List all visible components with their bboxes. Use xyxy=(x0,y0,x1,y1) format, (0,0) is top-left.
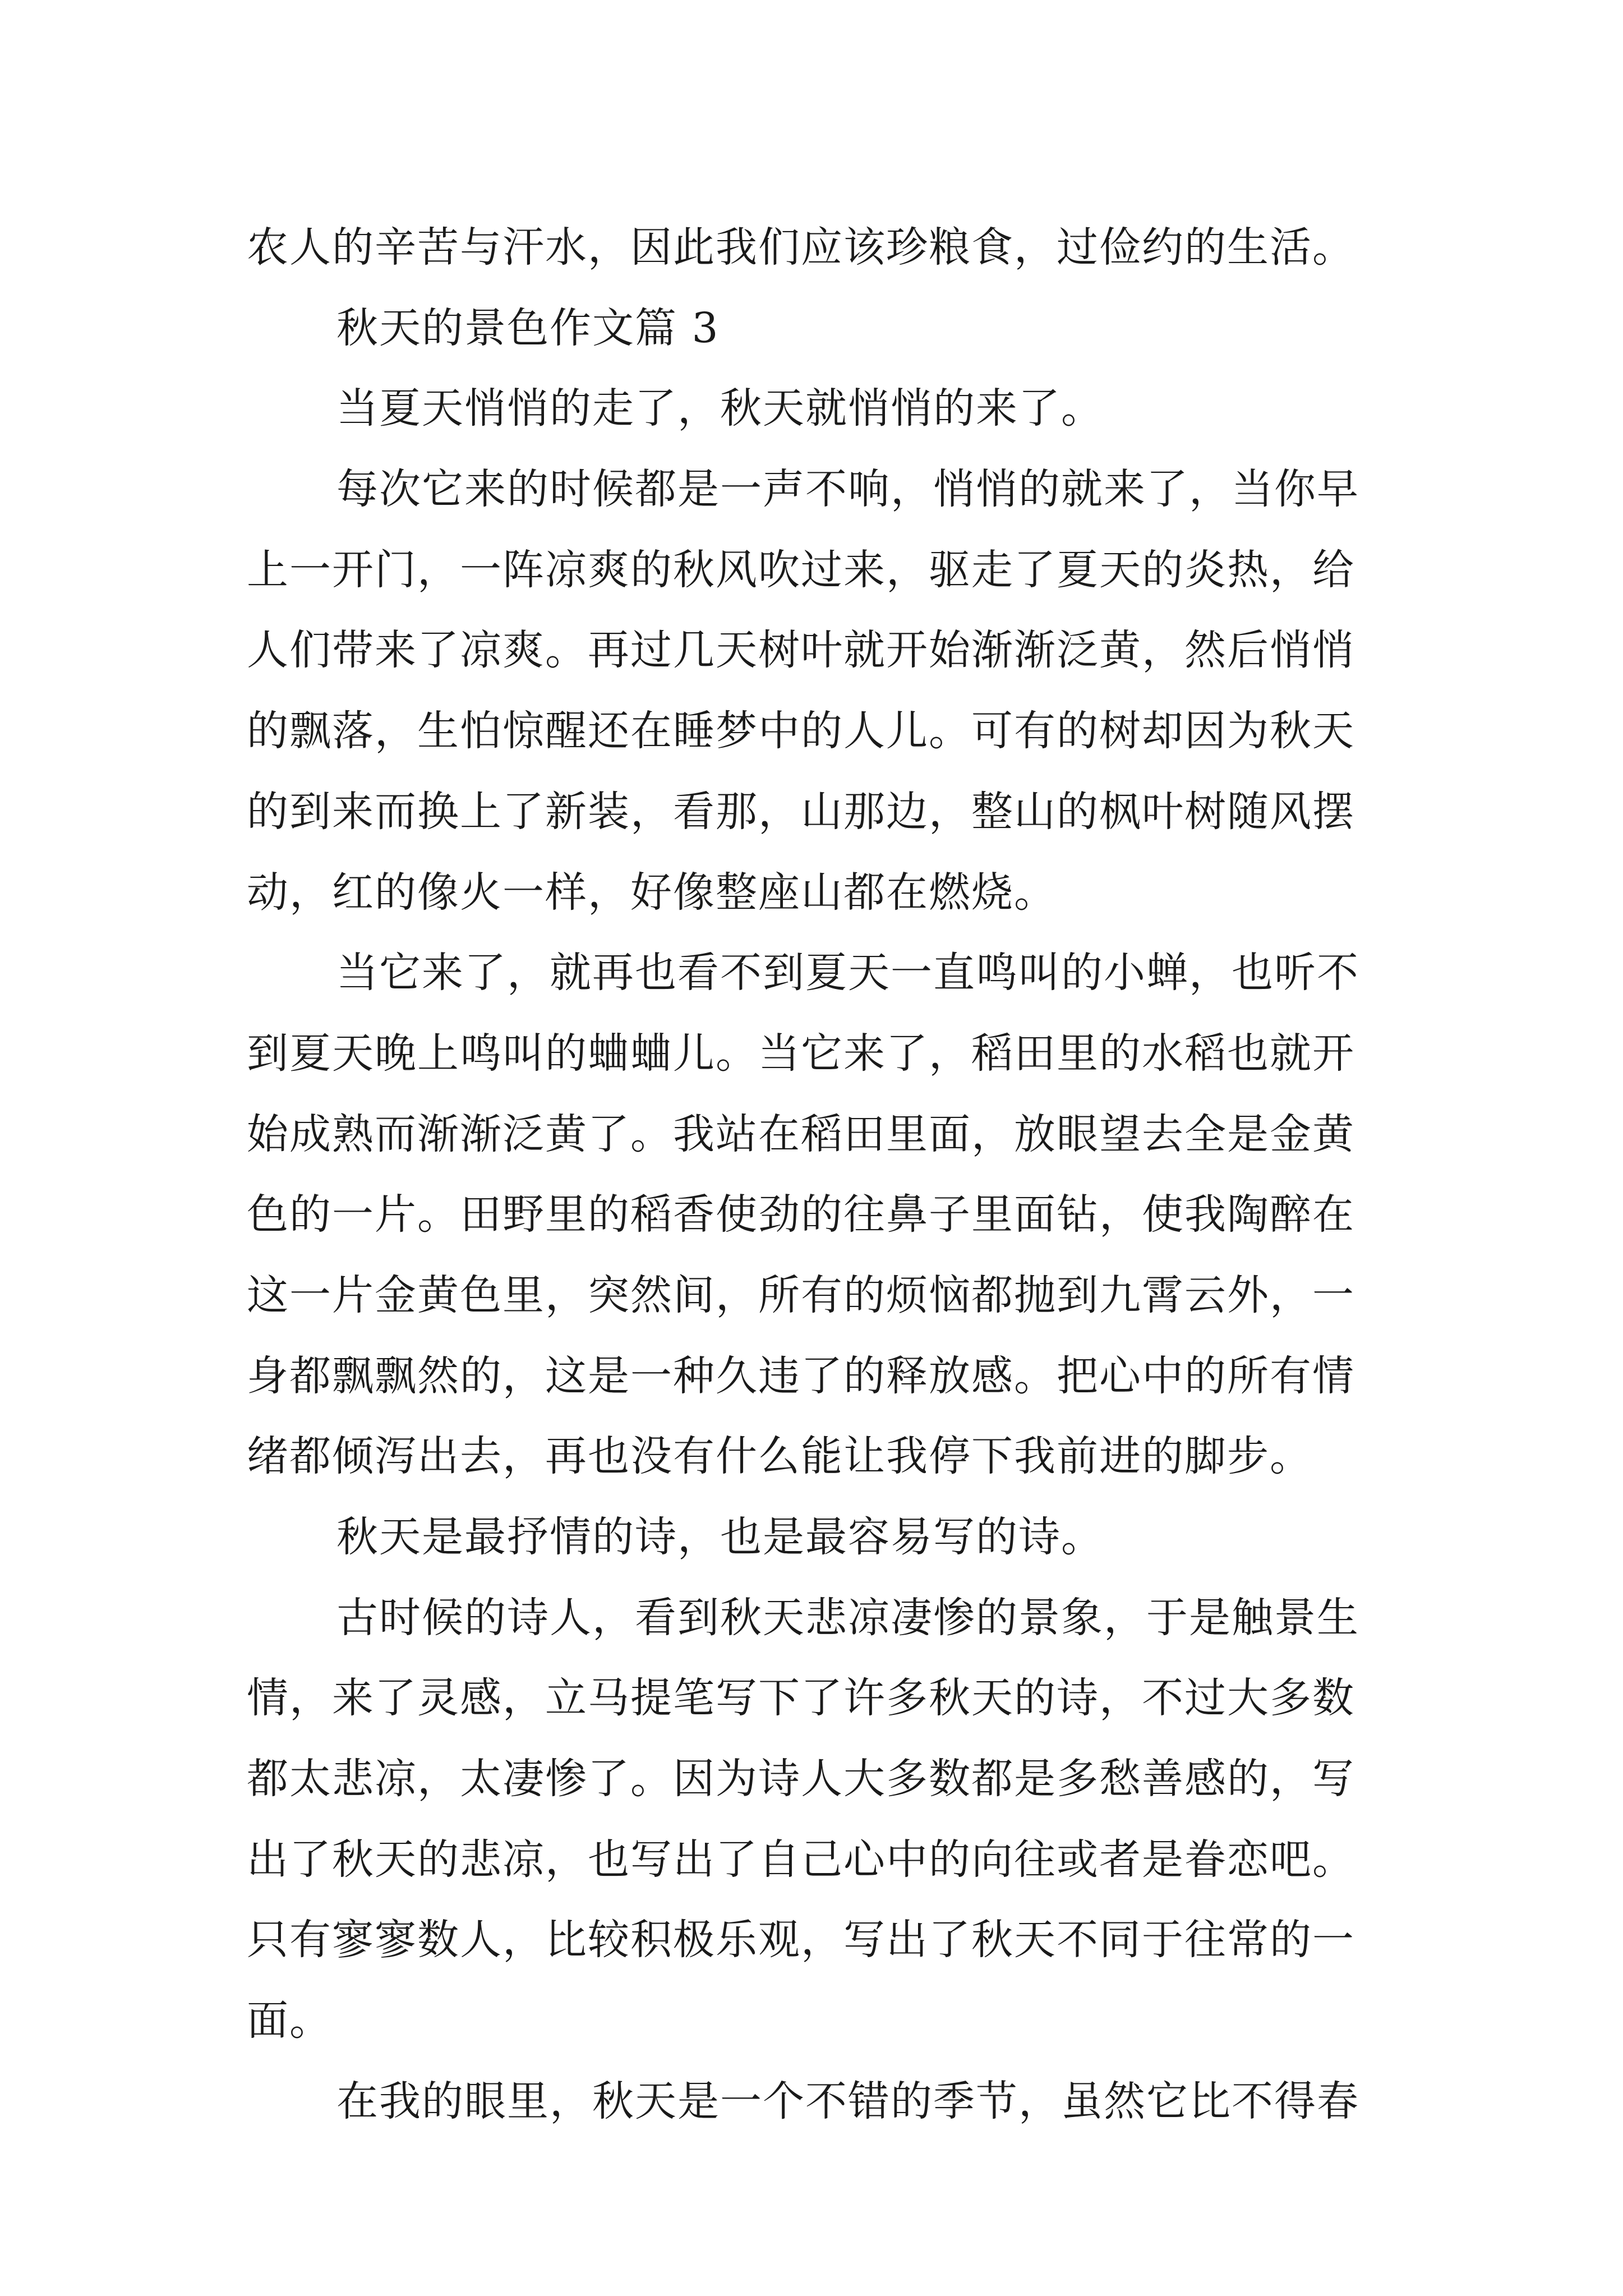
text-line: 这一片金黄色里，突然间，所有的烦恼都抛到九霄云外，一 xyxy=(247,1271,1355,1319)
text-line: 面。 xyxy=(247,1996,332,2045)
text-line: 身都飘飘然的，这是一种久违了的释放感。把心中的所有情 xyxy=(247,1351,1355,1400)
text-line: 的到来而换上了新装，看那，山那边，整山的枫叶树随风摆 xyxy=(247,787,1355,836)
text-line: 绪都倾泻出去，再也没有什么能让我停下我前进的脚步。 xyxy=(247,1432,1312,1481)
text-line: 的飘落，生怕惊醒还在睡梦中的人儿。可有的树却因为秋天 xyxy=(247,707,1355,756)
text-line: 情，来了灵感，立马提笔写下了许多秋天的诗，不过大多数 xyxy=(247,1674,1355,1723)
text-line: 在我的眼里，秋天是一个不错的季节，虽然它比不得春 xyxy=(336,2077,1359,2125)
text-line: 当它来了，就再也看不到夏天一直鸣叫的小蝉，也听不 xyxy=(336,949,1359,997)
text-line: 上一开门，一阵凉爽的秋风吹过来，驱走了夏天的炎热，给 xyxy=(247,545,1355,594)
essay-body xyxy=(247,208,1391,2142)
text-line: 始成熟而渐渐泛黄了。我站在稻田里面，放眼望去全是金黄 xyxy=(247,1110,1355,1158)
text-line: 出了秋天的悲凉，也写出了自己心中的向往或者是眷恋吧。 xyxy=(247,1835,1355,1884)
text-line: 只有寥寥数人，比较积极乐观，写出了秋天不同于往常的一 xyxy=(247,1916,1355,1964)
text-line: 动，红的像火一样，好像整座山都在燃烧。 xyxy=(247,868,1057,917)
section-heading: 秋天的景色作文篇 3 xyxy=(336,303,720,352)
text-line: 秋天是最抒情的诗，也是最容易写的诗。 xyxy=(336,1513,1104,1561)
text-line: 色的一片。田野里的稻香使劲的往鼻子里面钻，使我陶醉在 xyxy=(247,1190,1355,1239)
text-line: 每次它来的时候都是一声不响，悄悄的就来了，当你早 xyxy=(336,465,1359,514)
text-line: 当夏天悄悄的走了，秋天就悄悄的来了。 xyxy=(336,384,1104,433)
text-line: 都太悲凉，太凄惨了。因为诗人大多数都是多愁善感的，写 xyxy=(247,1755,1355,1803)
text-line: 古时候的诗人，看到秋天悲凉凄惨的景象，于是触景生 xyxy=(336,1593,1359,1642)
text-line: 人们带来了凉爽。再过几天树叶就开始渐渐泛黄，然后悄悄 xyxy=(247,626,1355,675)
text-line: 农人的辛苦与汗水，因此我们应该珍粮食，过俭约的生活。 xyxy=(247,223,1355,272)
text-line: 到夏天晚上鸣叫的蛐蛐儿。当它来了，稻田里的水稻也就开 xyxy=(247,1029,1355,1078)
